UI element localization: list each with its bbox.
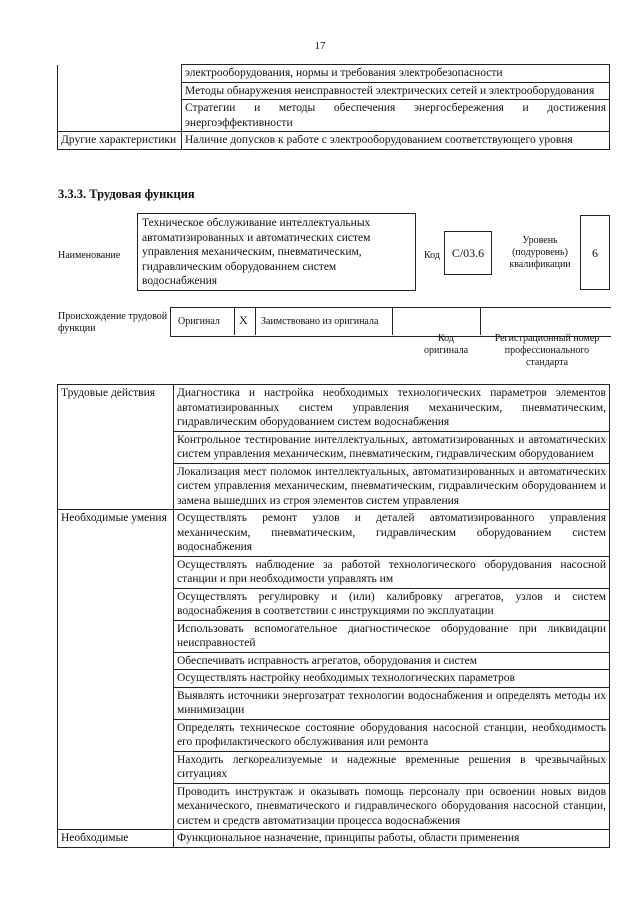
page-number: 17 (314, 40, 326, 52)
group-item: Проводить инструктаж и оказывать помощь персоналу при освоении новых видов механического, пневматического и гидравлического оборудования насосной станции, систем и средств автоматизации процесса водоснабжения (174, 783, 610, 830)
top-row-label: Другие характеристики (58, 132, 182, 150)
origin-divider (234, 307, 235, 335)
group-label: Необходимые умения (58, 510, 174, 830)
group-item: Осуществлять наблюдение за работой технологического оборудования насосной станции и при необходимости управлять им (174, 556, 610, 588)
top-row-text: электрооборудования, нормы и требования электробезопасности (182, 65, 610, 83)
main-table-row (58, 385, 610, 432)
origin-label: Происхождение трудовой функции (58, 311, 168, 334)
original-label: Оригинал (178, 316, 220, 327)
group-item: Диагностика и настройка необходимых технологических параметров элементов автоматизированных систем управления механическим, пневматическим, гидравлическим оборудованием систем водоснабжения (174, 385, 610, 432)
group-item: Определять техническое состояние оборудования насосной станции, необходимость его профилактического обслуживания или ремонта (174, 719, 610, 751)
top-table-row (58, 100, 610, 132)
group-item: Осуществлять регулировку и (или) калибровку агрегатов, узлов и систем водоснабжения в соответствии с инструкциями по эксплуатации (174, 588, 610, 620)
top-table-row (58, 65, 610, 83)
top-row-text: Наличие допусков к работе с электрооборудованием соответствующего уровня (182, 132, 610, 150)
group-item: Обеспечивать исправность агрегатов, оборудования и систем (174, 652, 610, 670)
group-item: Контрольное тестирование интеллектуальных, автоматизированных и автоматических систем управления механическим, пневматическим, гидравлическим оборудованием (174, 431, 610, 463)
top-row-label (58, 82, 182, 100)
main-table (57, 384, 610, 848)
reg-number-label: Регистрационный номер профессионального стандарта (494, 333, 600, 368)
top-table (57, 64, 610, 150)
borrowed-label: Заимствовано из оригинала (261, 316, 379, 327)
top-table-row (58, 82, 610, 100)
function-name-value: Техническое обслуживание интеллектуальных автоматизированных и автоматических систем управления механическим, пневматическим, гидравлическим оборудованием систем водоснабжения (137, 213, 416, 291)
origin-divider (392, 307, 393, 335)
level-value: 6 (580, 215, 610, 290)
level-label: Уровень (подуровень) квалификации (509, 235, 571, 270)
group-item: Осуществлять ремонт узлов и деталей автоматизированного управления механическим, пневматическим, гидравлическим оборудованием систем водоснабжения (174, 510, 610, 557)
group-item: Локализация мест поломок интеллектуальных, автоматизированных и автоматических систем управления механическим, пневматическим, гидравлическим оборудованием и замена вышедших из строя элементов систем управления (174, 463, 610, 510)
section-title: 3.3.3. Трудовая функция (58, 187, 195, 201)
main-table-row (58, 830, 610, 848)
group-item: Использовать вспомогательное диагностическое оборудование при ликвидации неисправностей (174, 620, 610, 652)
group-item: Функциональное назначение, принципы работы, области применения (174, 830, 610, 848)
group-item: Осуществлять настройку необходимых технологических параметров (174, 670, 610, 688)
origin-divider (480, 307, 481, 335)
name-label: Наименование (58, 250, 121, 261)
group-label: Трудовые действия (58, 385, 174, 510)
code-original-label: Код оригинала (423, 333, 469, 356)
top-row-text: Стратегии и методы обеспечения энергосбережения и достижения энергоэффективности (182, 100, 610, 132)
top-row-label (58, 65, 182, 83)
main-table-row (58, 510, 610, 557)
original-mark: X (239, 313, 248, 327)
top-row-label (58, 100, 182, 132)
function-code-value: C/03.6 (444, 231, 492, 275)
top-table-row (58, 132, 610, 150)
top-row-text: Методы обнаружения неисправностей электрических сетей и электрооборудования (182, 82, 610, 100)
group-item: Находить легкореализуемые и надежные временные решения в чрезвычайных ситуациях (174, 751, 610, 783)
group-label: Необходимые (58, 830, 174, 848)
code-label: Код (424, 250, 440, 261)
origin-divider (255, 307, 256, 335)
group-item: Выявлять источники энергозатрат технологии водоснабжения и определять методы их минимизации (174, 687, 610, 719)
